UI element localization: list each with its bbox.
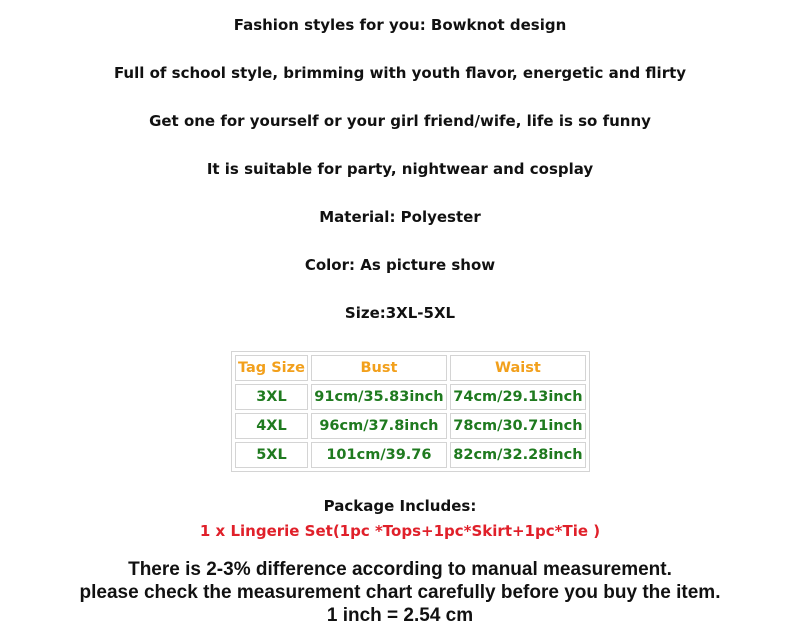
table-row (235, 384, 586, 410)
cell-bust: 91cm/35.83inch (311, 384, 447, 410)
cell-tag-size: 5XL (235, 442, 308, 468)
package-items: 1 x Lingerie Set(1pc *Tops+1pc*Skirt+1pc*Tie ) (199, 522, 601, 540)
feature-line-gift: Get one for yourself or your girl friend/wife, life is so funny (149, 112, 651, 130)
table-row (235, 442, 586, 468)
package-title: Package Includes: (323, 497, 477, 515)
measurement-instruction: please check the measurement chart carefully before you buy the item. (79, 582, 721, 603)
feature-line-color: Color: As picture show (304, 256, 496, 274)
cell-tag-size: 3XL (235, 384, 308, 410)
cell-tag-size: 4XL (235, 413, 308, 439)
header-tag-size: Tag Size (235, 355, 308, 381)
table-row (235, 413, 586, 439)
header-bust: Bust (311, 355, 447, 381)
cell-waist: 74cm/29.13inch (450, 384, 586, 410)
feature-line-occasion: It is suitable for party, nightwear and cosplay (206, 160, 594, 178)
table-header-row (235, 355, 586, 381)
measurement-note: There is 2-3% difference according to manual measurement. (128, 559, 672, 580)
inch-conversion-note: 1 inch = 2.54 cm (326, 605, 474, 626)
cell-waist: 78cm/30.71inch (450, 413, 586, 439)
size-chart-table (231, 351, 590, 472)
feature-line-design: Fashion styles for you: Bowknot design (233, 16, 567, 34)
feature-line-size: Size:3XL-5XL (344, 304, 456, 322)
cell-waist: 82cm/32.28inch (450, 442, 586, 468)
feature-line-material: Material: Polyester (319, 208, 481, 226)
feature-line-style: Full of school style, brimming with youth flavor, energetic and flirty (113, 64, 687, 82)
cell-bust: 96cm/37.8inch (311, 413, 447, 439)
header-waist: Waist (450, 355, 586, 381)
cell-bust: 101cm/39.76 (311, 442, 447, 468)
